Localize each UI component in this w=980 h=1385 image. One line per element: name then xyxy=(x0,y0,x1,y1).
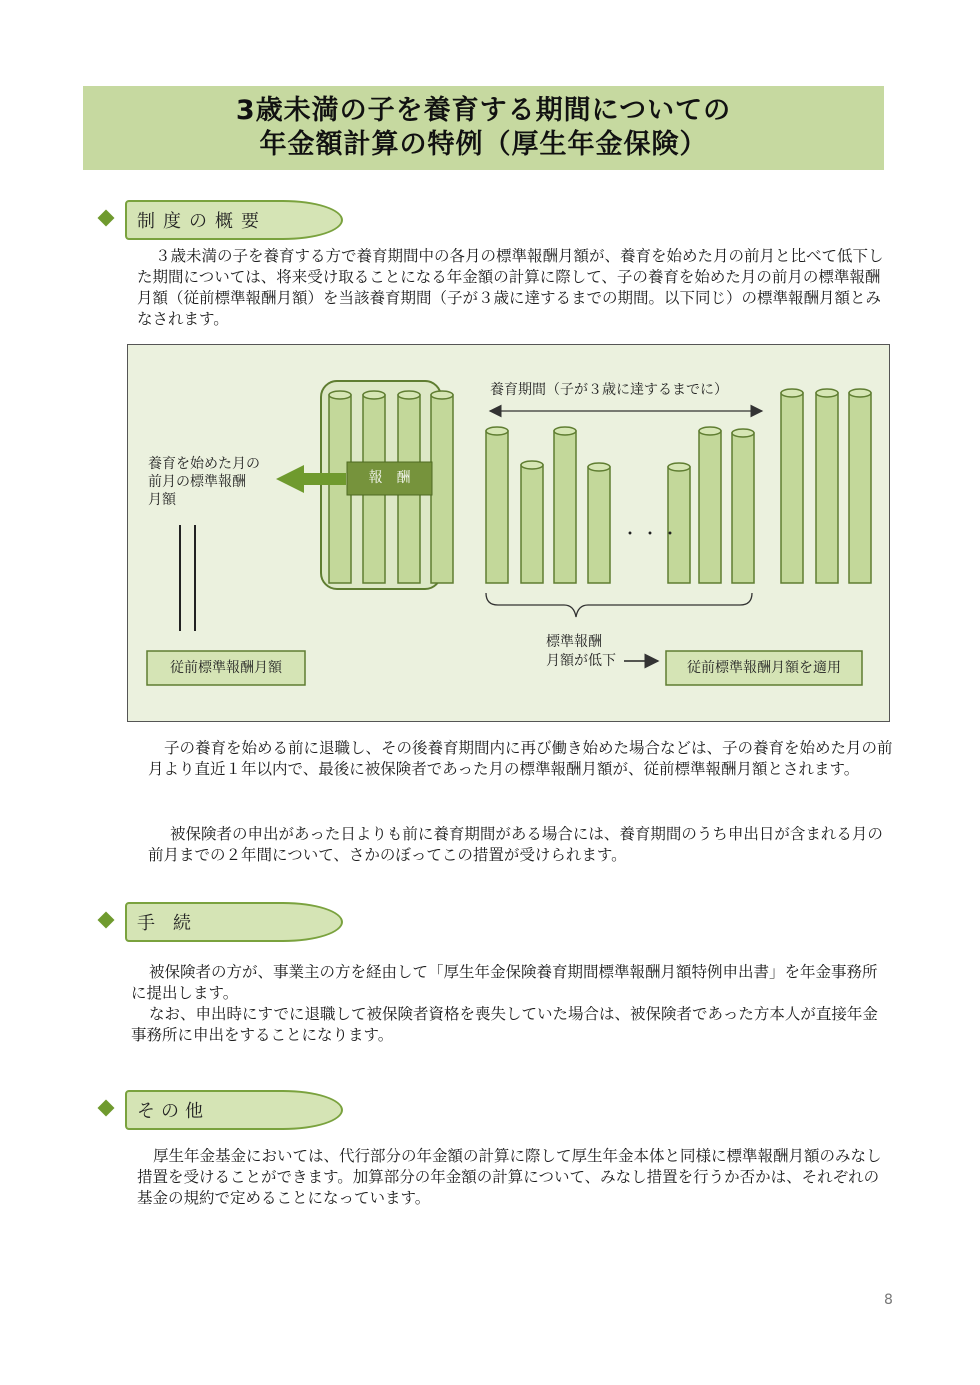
page-number: 8 xyxy=(884,1292,893,1308)
lower-label-line-1: 標準報酬 xyxy=(546,634,602,650)
bar xyxy=(849,389,871,583)
page-title-line-1: 3歳未満の子を養育する期間についての xyxy=(235,95,732,126)
diamond-bullet-icon xyxy=(98,210,115,227)
section-heading-procedure xyxy=(97,902,357,942)
bar xyxy=(781,389,803,583)
left-label xyxy=(148,455,288,509)
bar xyxy=(588,463,610,583)
diamond-bullet-icon xyxy=(98,1100,115,1117)
box-left-label: 従前標準報酬月額 xyxy=(170,660,282,676)
left-label-line: 養育を始めた月の xyxy=(148,456,260,472)
bar xyxy=(668,463,690,583)
page-title-banner xyxy=(83,86,884,170)
procedure-paragraph-2: なお、申出時にすでに退職して被保険者資格を喪失していた場合は、被保険者であった方本人が直接年金事務所に申出をすることになります。 xyxy=(131,1005,878,1044)
overview-note-2: 被保険者の申出があった日よりも前に養育期間がある場合には、養育期間のうち申出日が含まれる月の前月までの２年間について、さかのぼってこの措置が受けられます。 xyxy=(148,825,883,864)
section-heading-label: 制度の概要 xyxy=(137,211,267,232)
brace xyxy=(486,593,752,617)
bar xyxy=(521,461,543,583)
bar xyxy=(699,427,721,583)
bar xyxy=(554,427,576,583)
bar xyxy=(486,427,508,583)
box-right-label: 従前標準報酬月額を適用 xyxy=(687,660,841,676)
lower-label-line-2: 月額が低下 xyxy=(546,653,616,669)
section-heading-label: その他 xyxy=(137,1101,209,1122)
ellipsis: ・・・ xyxy=(622,524,683,543)
diagram xyxy=(127,344,890,722)
bar xyxy=(431,391,453,583)
diamond-bullet-icon xyxy=(98,912,115,929)
page-title-line-2: 年金額計算の特例（厚生年金保険） xyxy=(259,129,708,160)
section-heading-label: 手続 xyxy=(137,913,209,934)
overview-paragraph: ３歳未満の子を養育する方で養育期間中の各月の標準報酬月額が、養育を始めた月の前月と比べて低下した期間については、将来受け取ることになる年金額の計算に際して、子の養育を始めた月の前月の標準報酬月額（従前標準報酬月額）を当該養育期間（子が３歳に達するまでの期間。以下同じ）の標準報酬月額とみなされます。 xyxy=(137,247,884,328)
overview-note-1: 子の養育を始める前に退職し、その後養育期間内に再び働き始めた場合などは、子の養育を始めた月の前月より直近１年以内で、最後に被保険者であった月の標準報酬月額が、従前標準報酬月額とされます。 xyxy=(148,739,893,778)
left-label-line: 月額 xyxy=(148,492,176,508)
section-heading-overview xyxy=(97,200,357,240)
bar xyxy=(732,429,754,583)
other-paragraph: 厚生年金基金においては、代行部分の年金額の計算に際して厚生年金本体と同様に標準報酬月額のみなし措置を受けることができます。加算部分の年金額の計算について、みなし措置を行うか否かは、それぞれの基金の規約で定めることになっています。 xyxy=(137,1147,882,1207)
period-label: 養育期間（子が３歳に達するまでに） xyxy=(490,382,728,398)
salary-label: 報 酬 xyxy=(368,470,411,486)
section-heading-other xyxy=(97,1090,357,1130)
procedure-paragraph-1: 被保険者の方が、事業主の方を経由して「厚生年金保険養育期間標準報酬月額特例申出書」を年金事務所に提出します。 xyxy=(131,963,878,1002)
bar xyxy=(816,389,838,583)
left-label-line: 前月の標準報酬 xyxy=(148,474,246,490)
